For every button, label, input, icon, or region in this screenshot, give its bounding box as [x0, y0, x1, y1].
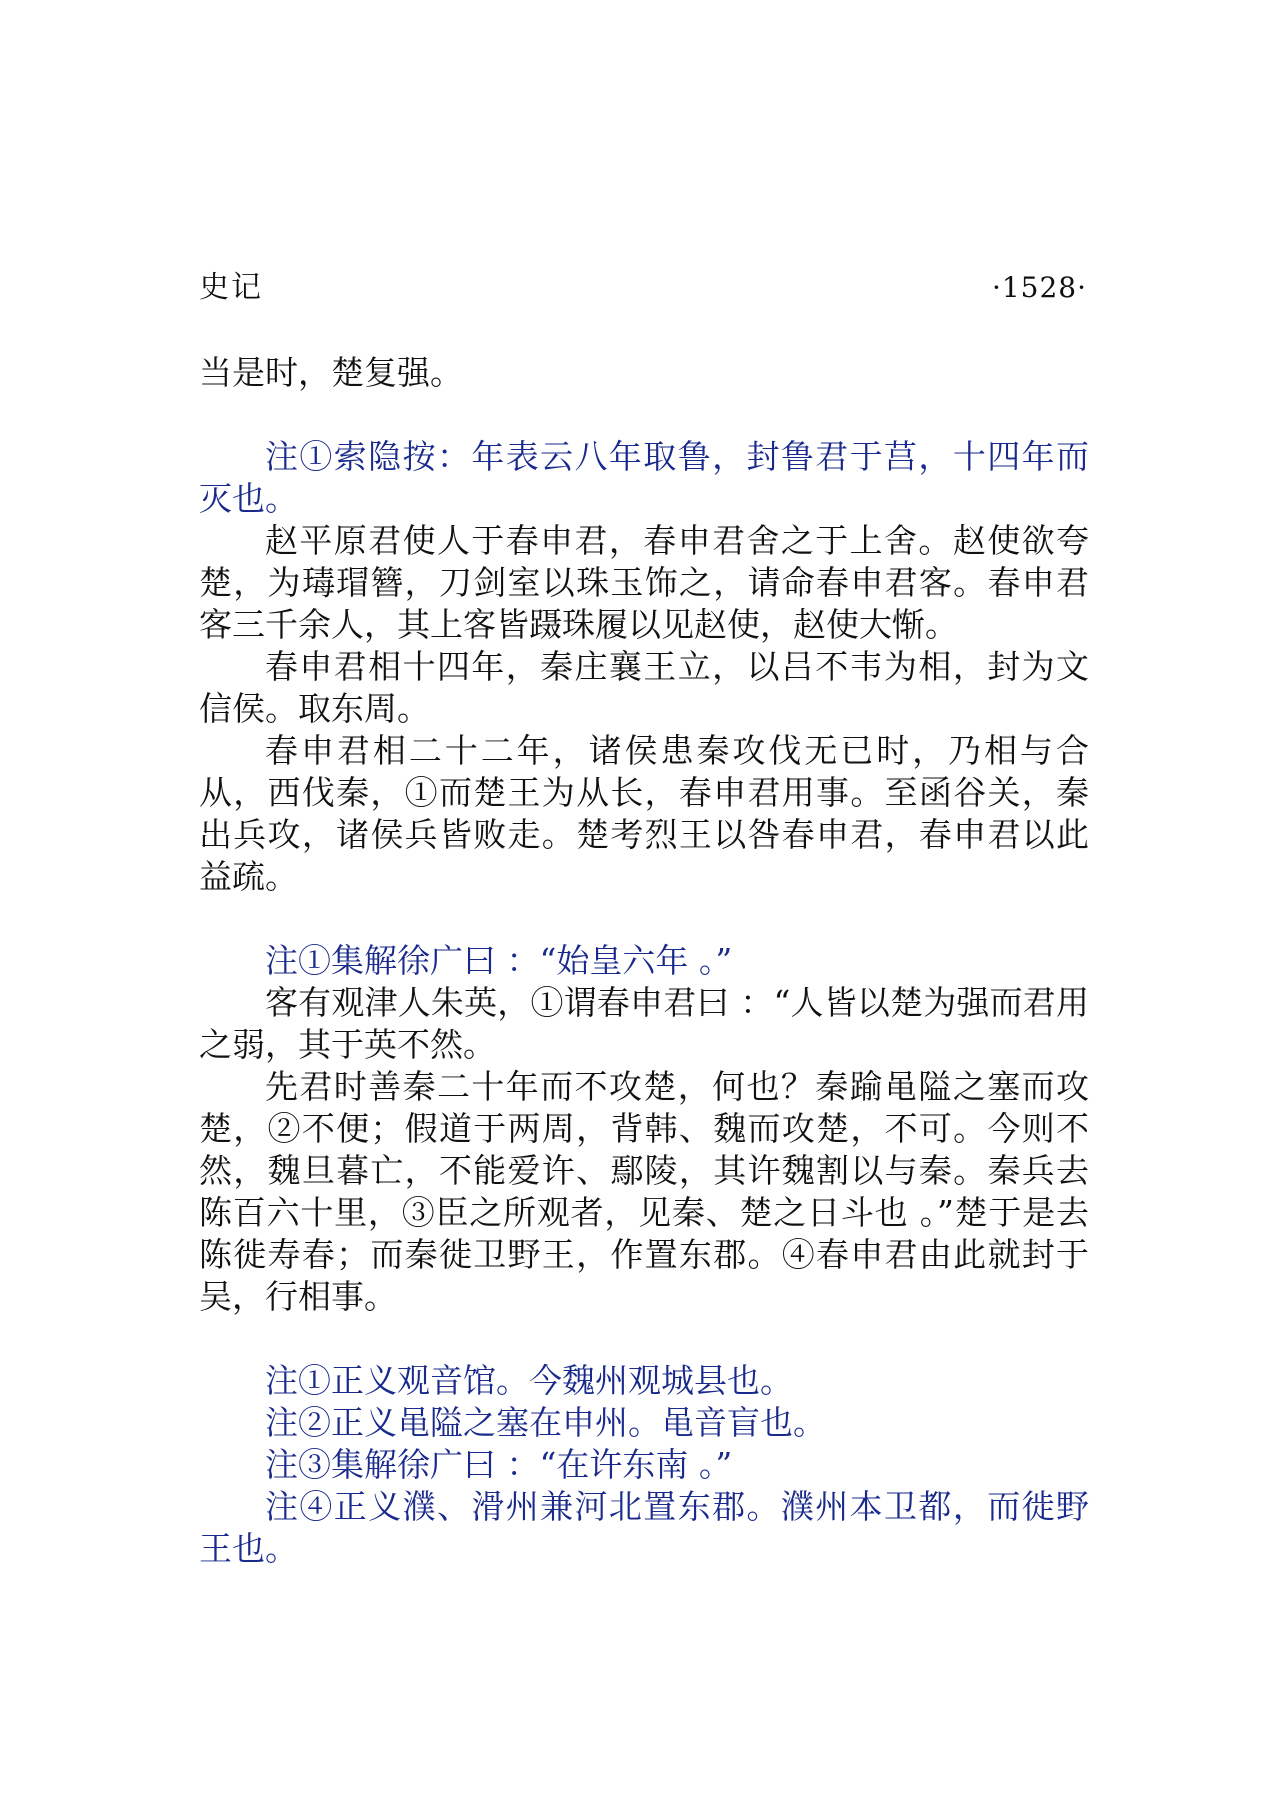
body-paragraph: 赵平原君使人于春申君，春申君舍之于上舍。赵使欲夸楚，为瑇瑁簪，刀剑室以珠玉饰之，请命春申君客。春申君客三千余人，其上客皆蹑珠履以见赵使，赵使大惭。 [199, 521, 1089, 644]
page-header [199, 268, 1087, 308]
spacer [199, 394, 1089, 436]
annotation-note: 注①正义观音馆。今魏州观城县也。 [265, 1361, 793, 1400]
annotation-note: 注①索隐按：年表云八年取鲁，封鲁君于莒，十四年而灭也。 [199, 437, 1089, 518]
body-paragraph: 先君时善秦二十年而不攻楚，何也？秦踰黾隘之塞而攻楚，②不便；假道于两周，背韩、魏而攻楚，不可。今则不然，魏旦暮亡，不能爱许、鄢陵，其许魏割以与秦。秦兵去陈百六十里，③臣之所观者，见秦、楚之日斗也 。”楚于是去陈徙寿春；而秦徙卫野王，作置东郡。④春申君由此就封于吴，行相事。 [199, 1067, 1089, 1316]
annotation-note: 注③集解徐广曰 ：“在许东南 。” [265, 1445, 733, 1484]
body-paragraph: 客有观津人朱英，①谓春申君曰 ：“人皆以楚为强而君用之弱，其于英不然。 [199, 983, 1089, 1064]
page-body [199, 352, 1089, 1570]
spacer [199, 1318, 1089, 1360]
body-paragraph: 当是时，楚复强。 [199, 353, 463, 392]
body-paragraph: 春申君相十四年，秦庄襄王立，以吕不韦为相，封为文信侯。取东周。 [199, 647, 1089, 728]
body-paragraph: 春申君相二十二年，诸侯患秦攻伐无已时，乃相与合从，西伐秦，①而楚王为从长，春申君用事。至函谷关，秦出兵攻，诸侯兵皆败走。楚考烈王以咎春申君，春申君以此益疏。 [199, 731, 1089, 896]
annotation-note: 注①集解徐广曰 ：“始皇六年 。” [265, 941, 733, 980]
annotation-note: 注②正义黾隘之塞在申州。黾音盲也。 [265, 1403, 826, 1442]
annotation-note: 注④正义濮、滑州兼河北置东郡。濮州本卫都，而徙野王也。 [199, 1487, 1089, 1568]
book-title: 史记 [199, 270, 263, 305]
page-number: ·1528· [991, 271, 1087, 304]
spacer [199, 898, 1089, 940]
